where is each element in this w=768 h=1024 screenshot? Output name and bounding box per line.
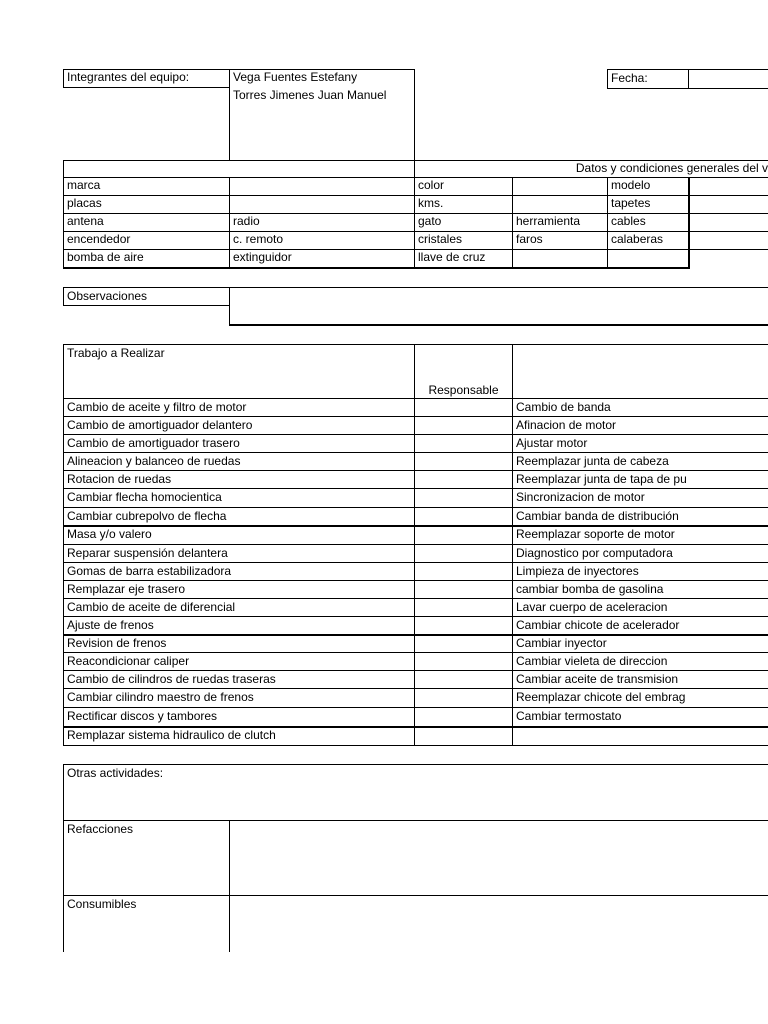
vehicle-field: cristales <box>418 232 463 246</box>
border <box>229 324 768 326</box>
date-label: Fecha: <box>611 71 648 85</box>
vehicle-field: placas <box>67 196 102 210</box>
vehicle-field: modelo <box>611 178 651 192</box>
border <box>229 820 230 952</box>
vehicle-field: encendedor <box>67 232 131 246</box>
border <box>688 177 690 268</box>
work-item-left: Rectificar discos y tambores <box>67 709 218 723</box>
work-item-left: Remplazar sistema hidraulico de clutch <box>67 728 276 742</box>
border <box>414 344 415 746</box>
team-member-1: Vega Fuentes Estefany <box>233 70 358 84</box>
work-item-right: Ajustar motor <box>516 436 588 450</box>
work-item-right: Lavar cuerpo de aceleracion <box>516 600 668 614</box>
work-item-left: Reparar suspensión delantera <box>67 546 228 560</box>
work-item-right: Cambiar termostato <box>516 709 622 723</box>
work-item-left: Masa y/o valero <box>67 527 152 541</box>
vehicle-field: tapetes <box>611 196 651 210</box>
other-activities-label: Otras actividades: <box>67 766 164 780</box>
work-item-right: Cambiar banda de distribución <box>516 509 679 523</box>
team-label: Integrantes del equipo: <box>67 70 190 84</box>
work-item-left: Cambio de cilindros de ruedas traseras <box>67 672 276 686</box>
vehicle-field: kms. <box>418 196 444 210</box>
border <box>63 764 64 952</box>
work-item-left: Ajuste de frenos <box>67 618 154 632</box>
work-item-left: Revision de frenos <box>67 636 167 650</box>
vehicle-field: radio <box>233 214 260 228</box>
vehicle-field: c. remoto <box>233 232 284 246</box>
work-item-right: Diagnostico por computadora <box>516 546 673 560</box>
border <box>415 745 768 746</box>
work-item-left: Cambiar cilindro maestro de frenos <box>67 690 254 704</box>
vehicle-field: extinguidor <box>233 250 292 264</box>
work-item-left: Cambiar cubrepolvo de flecha <box>67 509 227 523</box>
work-item-right: Reemplazar junta de tapa de pu <box>516 472 687 486</box>
work-item-right: Limpieza de inyectores <box>516 564 639 578</box>
work-item-right: Afinacion de motor <box>516 418 617 432</box>
work-item-left: Cambio de aceite y filtro de motor <box>67 400 247 414</box>
vehicle-field: bomba de aire <box>67 250 144 264</box>
team-member-2: Torres Jimenes Juan Manuel <box>233 88 387 102</box>
work-item-right: Cambiar vieleta de direccion <box>516 654 668 668</box>
work-item-left: Gomas de barra estabilizadora <box>67 564 232 578</box>
work-item-right: Reemplazar junta de cabeza <box>516 454 669 468</box>
border <box>688 69 689 89</box>
work-item-left: Cambiar flecha homocientica <box>67 490 222 504</box>
work-title: Trabajo a Realizar <box>67 346 165 360</box>
work-item-right: Cambiar aceite de transmision <box>516 672 679 686</box>
work-item-right: Cambio de banda <box>516 400 611 414</box>
work-item-left: Cambio de aceite de diferencial <box>67 600 236 614</box>
vehicle-field: llave de cruz <box>418 250 486 264</box>
vehicle-field: antena <box>67 214 104 228</box>
work-item-left: Rotacion de ruedas <box>67 472 172 486</box>
work-item-right: Reemplazar soporte de motor <box>516 527 675 541</box>
border <box>229 287 230 326</box>
vehicle-field: color <box>418 178 445 192</box>
observations-label: Observaciones <box>67 289 148 303</box>
border <box>63 87 229 88</box>
vehicle-field: gato <box>418 214 442 228</box>
vehicle-field: marca <box>67 178 101 192</box>
vehicle-field: herramienta <box>516 214 581 228</box>
work-item-right: cambiar bomba de gasolina <box>516 582 664 596</box>
work-item-right: Cambiar chicote de acelerador <box>516 618 680 632</box>
parts-label: Refacciones <box>67 822 134 836</box>
vehicle-field: cables <box>611 214 646 228</box>
work-item-left: Alineacion y balanceo de ruedas <box>67 454 241 468</box>
work-item-left: Cambio de amortiguador delantero <box>67 418 253 432</box>
work-item-right: Reemplazar chicote del embrag <box>516 690 686 704</box>
border <box>63 745 415 746</box>
consumables-label: Consumibles <box>67 897 137 911</box>
responsible-header: Responsable <box>428 383 499 397</box>
work-item-right: Sincronizacion de motor <box>516 490 645 504</box>
border <box>63 267 690 269</box>
work-item-left: Reacondicionar caliper <box>67 654 190 668</box>
border <box>414 69 415 161</box>
border <box>63 305 229 306</box>
vehicle-field: faros <box>516 232 543 246</box>
work-item-right: Cambiar inyector <box>516 636 607 650</box>
work-item-left: Cambio de amortiguador trasero <box>67 436 240 450</box>
vehicle-header: Datos y condiciones generales del v <box>575 161 768 175</box>
work-item-left: Remplazar eje trasero <box>67 582 186 596</box>
vehicle-field: calaberas <box>611 232 664 246</box>
